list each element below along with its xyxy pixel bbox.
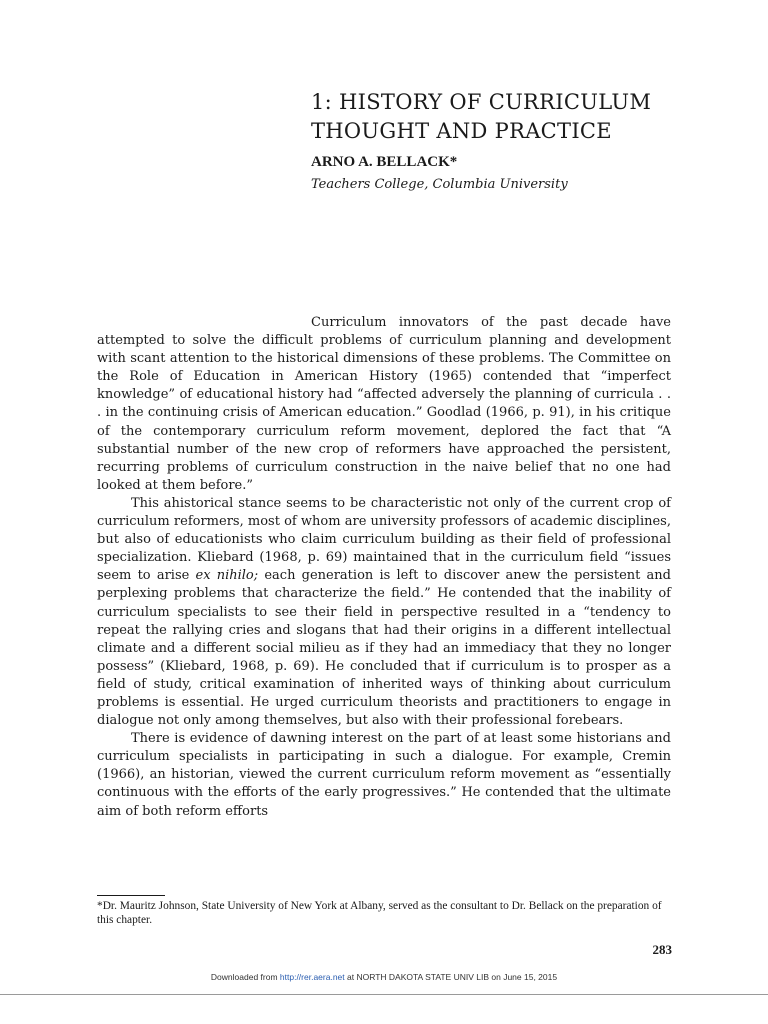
download-source-link[interactable]: http://rer.aera.net: [279, 972, 345, 982]
paragraph-3: There is evidence of dawning interest on the part of at least some historians and curriculum specialists in participating in such a dialogue. For example, Cremin (1966), an historian, viewed the current curriculum reform movement as “essentially continuous with the efforts of the early progressives.” He contended that the ultimate aim of both reform efforts: [97, 731, 671, 819]
chapter-title-line-2: THOUGHT AND PRACTICE: [311, 119, 612, 143]
body-text: [97, 314, 671, 821]
download-notice-prefix: Downloaded from: [210, 972, 280, 982]
page-bottom-divider: [0, 994, 768, 995]
paragraph-2-emphasis: ex nihilo;: [195, 568, 259, 584]
chapter-title-line-1: 1: HISTORY OF CURRICULUM: [311, 90, 652, 114]
paragraph-2-part-b: each generation is left to discover anew the persistent and perplexing problems that characterize the field.” He contended that the inability of curriculum specialists to see their field in perspective resulted in a “tendency to repeat the rallying cries and slogans that had their origins in a different intellectual climate and a different social milieu as if they had an immediacy that they no longer possess” (Kliebard, 1968, p. 69). He concluded that if curriculum is to prosper as a field of study, critical examination of inherited ways of thinking about curriculum problems is essential. He urged curriculum theorists and practitioners to engage in dialogue not only among themselves, but also with their professional forebears.: [97, 568, 671, 729]
download-notice-suffix: at NORTH DAKOTA STATE UNIV LIB on June 15, 2015: [344, 972, 558, 982]
chapter-title: [311, 88, 731, 146]
footnote: *Dr. Mauritz Johnson, State University of New York at Albany, served as the consultant to Dr. Bellack on the preparation of this chapter.: [97, 900, 662, 926]
page-number: 283: [652, 942, 672, 957]
author-affiliation: Teachers College, Columbia University: [311, 177, 568, 192]
download-notice: [0, 972, 768, 982]
footnote-divider: [97, 895, 165, 896]
paragraph-1: Curriculum innovators of the past decade have attempted to solve the difficult problems of curriculum planning and development with scant attention to the historical dimensions of these problems. The Committee on the Role of Education in American History (1965) contended that “imperfect knowledge” of educational history had “affected adversely the planning of curricula . . . in the continuing crisis of American education.” Goodlad (1966, p. 91), in his critique of the contemporary curriculum reform movement, deplored the fact that “A substantial number of the new crop of reformers have approached the persistent, recurring problems of curriculum construction in the naive belief that no one had looked at them before.”: [97, 315, 671, 493]
paragraph-2: [97, 495, 671, 730]
author-name: ARNO A. BELLACK*: [311, 154, 458, 170]
paragraph-2-part-a: This ahistorical stance seems to be characteristic not only of the current crop of curriculum reformers, most of whom are university professors of academic disciplines, but also of educationists who claim curriculum building as their field of professional specialization. Kliebard (1968, p. 69) maintained that in the curriculum field “issues seem to arise: [97, 495, 671, 584]
